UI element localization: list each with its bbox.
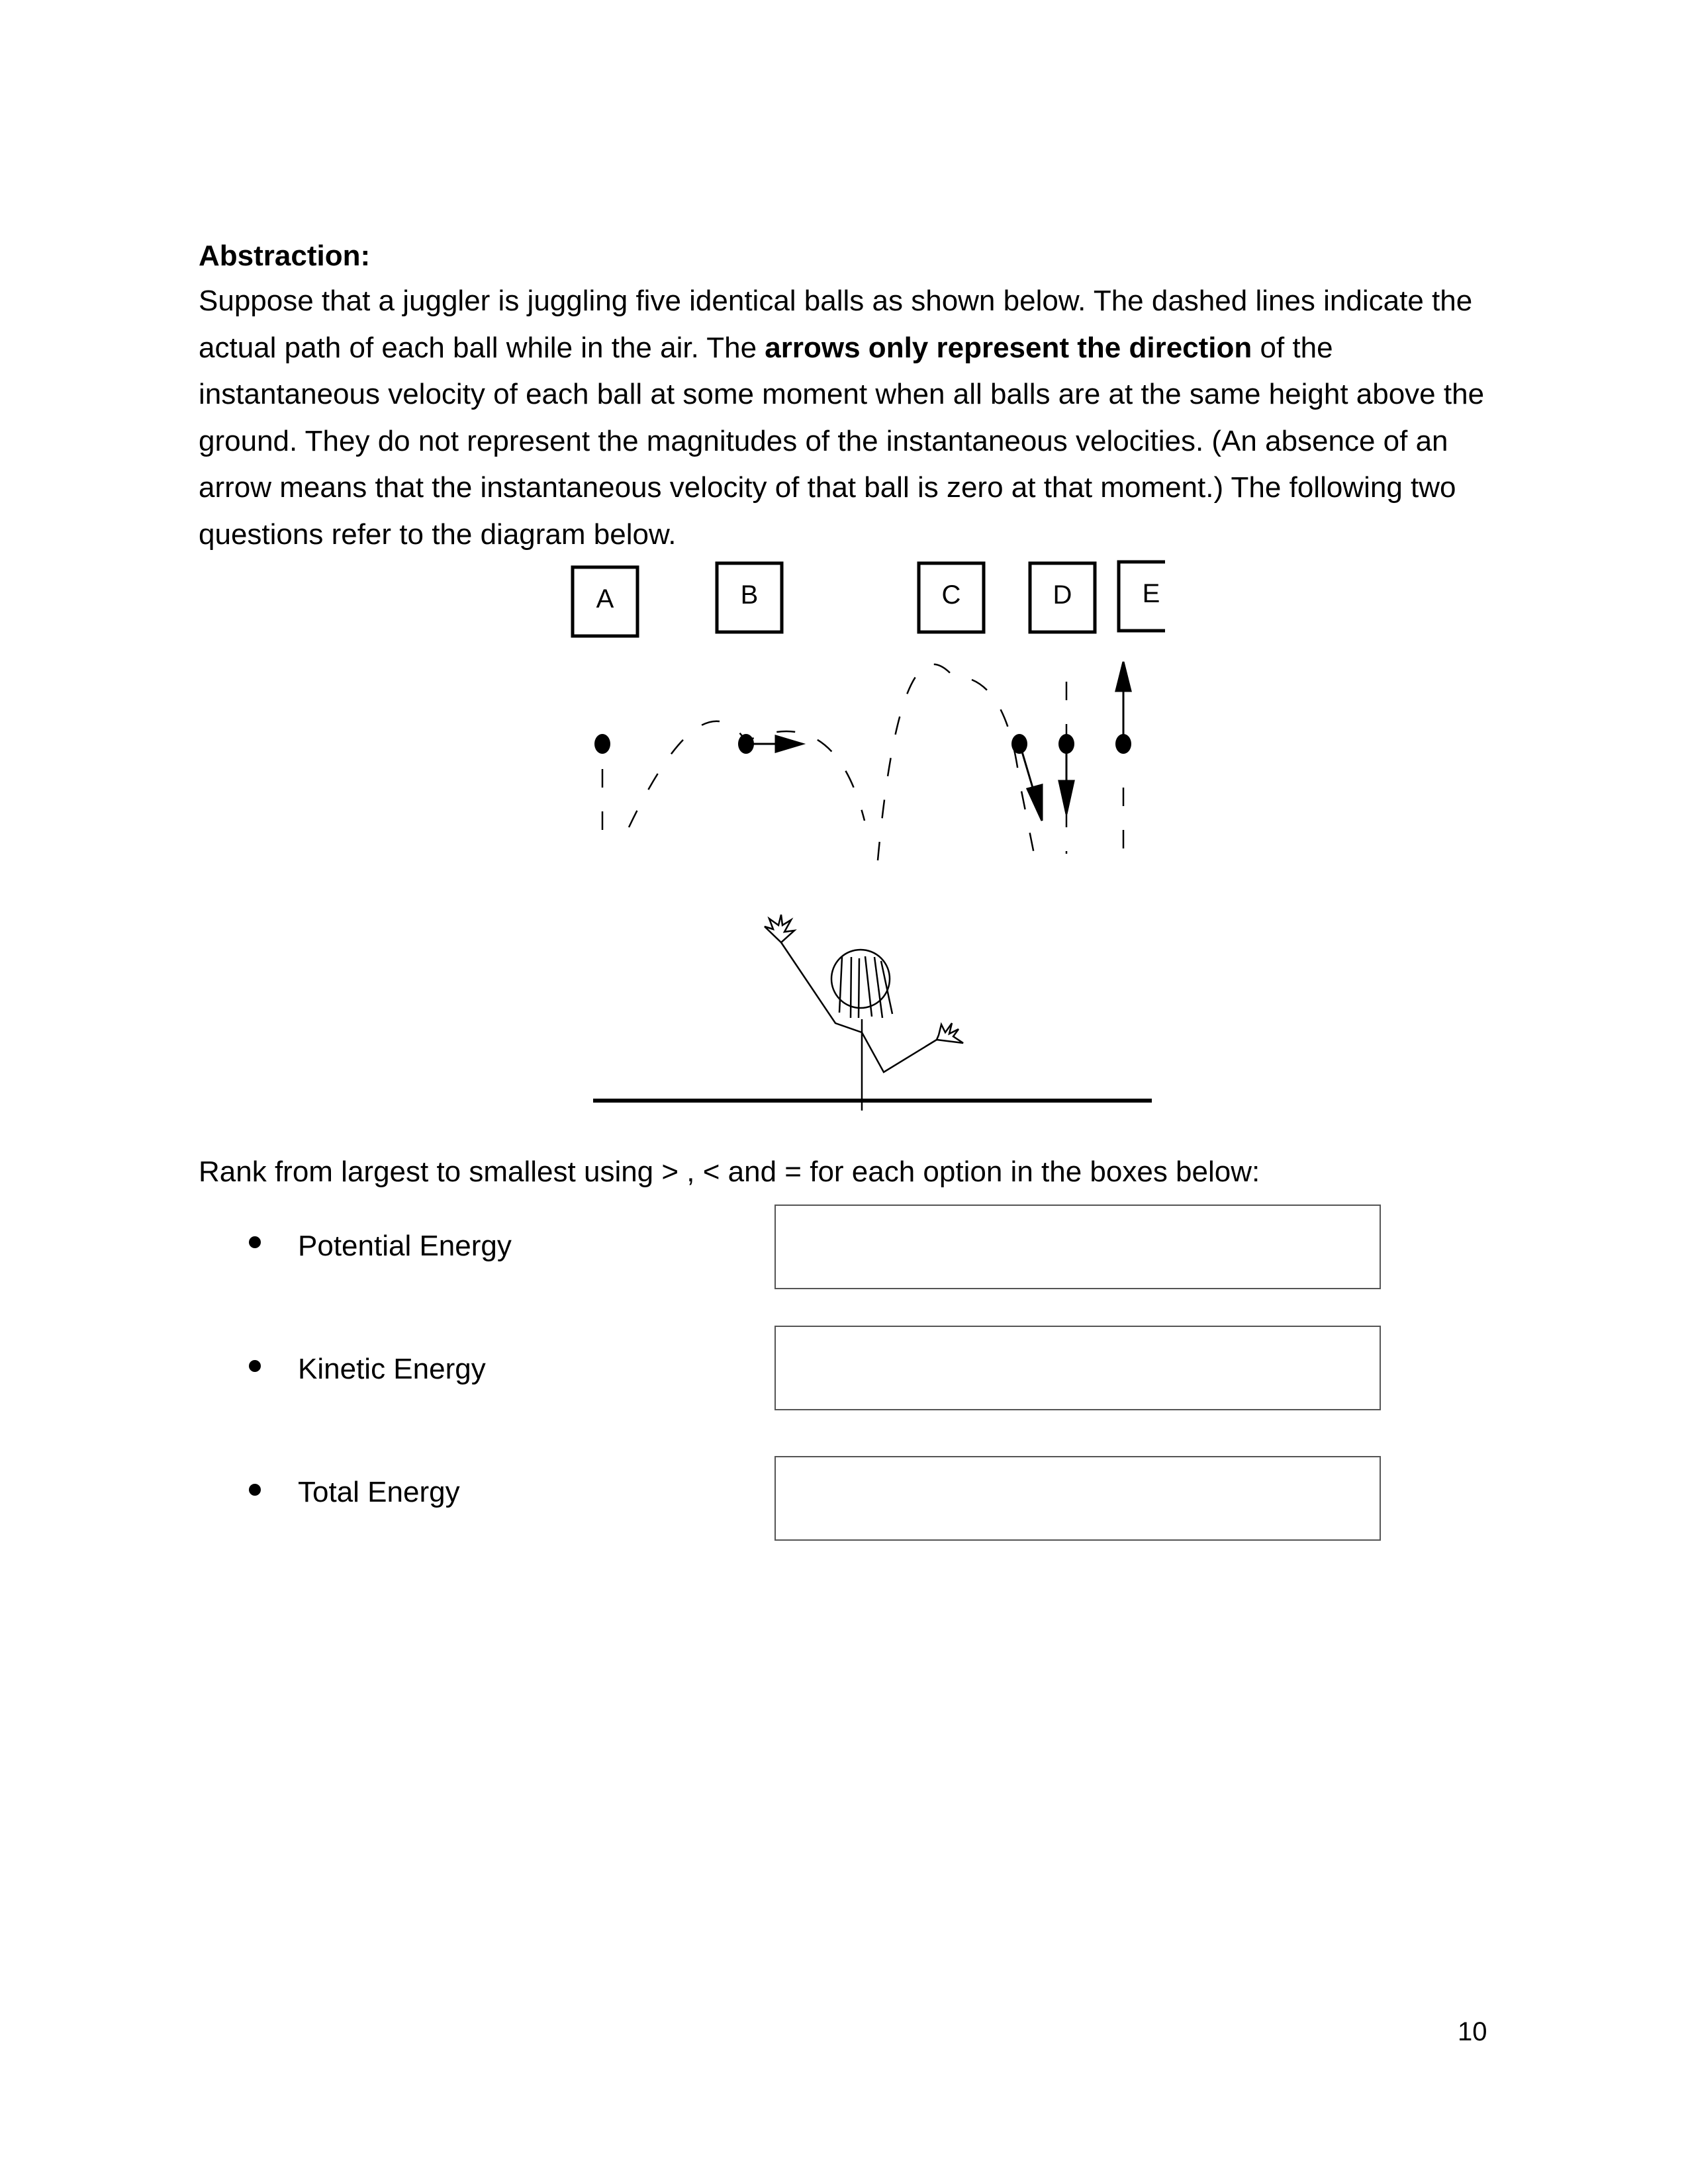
item-label: Kinetic Energy	[298, 1353, 486, 1385]
ball-c	[1011, 734, 1027, 754]
kinetic-energy-answer[interactable]	[774, 1326, 1381, 1410]
arrow-c-down	[1027, 785, 1042, 821]
item-label: Potential Energy	[298, 1230, 512, 1262]
paragraph-text: of the instantaneous velocity of each ball at some moment when all balls are at the same height above the ground. They do not represent the magnitudes of the instantaneous velocities. (An absence of an arrow means that the instantaneous velocity of that ball is zero at that moment.) The following two questions refer to the diagram below.	[199, 331, 1485, 551]
potential-energy-answer[interactable]	[774, 1205, 1381, 1289]
arrow-d-down	[1059, 781, 1074, 814]
bullet-icon	[249, 1484, 261, 1496]
label-c: C	[941, 580, 961, 610]
problem-description	[199, 278, 1496, 558]
ball-a	[594, 734, 610, 754]
juggler-diagram	[569, 556, 1165, 1118]
label-e: E	[1142, 579, 1160, 608]
label-a: A	[596, 584, 614, 614]
answer-list	[245, 1205, 1172, 1549]
ranking-instruction: Rank from largest to smallest using > , < and = for each option in the boxes below:	[199, 1156, 1260, 1188]
page-number: 10	[1458, 2017, 1487, 2046]
bullet-icon	[249, 1236, 261, 1248]
arrow-e-up	[1116, 662, 1131, 691]
paragraph-emphasis: arrows only represent the direction	[765, 331, 1252, 364]
arrow-b-right	[776, 736, 802, 752]
path-c	[878, 664, 1034, 860]
paragraph-text: Suppose that a juggler is juggling five identical balls as shown below. The dashed lines indicate the actual path of each ball while in the air. The	[199, 285, 1473, 364]
total-energy-answer[interactable]	[774, 1456, 1381, 1541]
section-heading: Abstraction:	[199, 240, 371, 272]
juggler-figure	[765, 915, 963, 1111]
label-d: D	[1053, 580, 1072, 610]
ball-e	[1115, 734, 1131, 754]
label-b: B	[740, 580, 759, 610]
ball-d	[1058, 734, 1074, 754]
item-label: Total Energy	[298, 1476, 460, 1508]
bullet-icon	[249, 1360, 261, 1372]
